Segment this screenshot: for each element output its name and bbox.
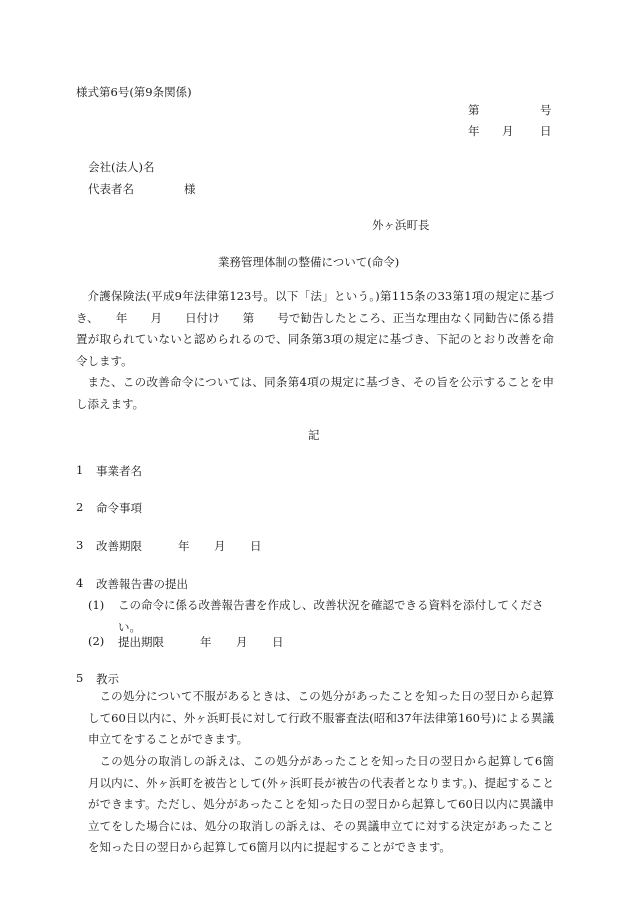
item-5-num: 5 [76,671,84,685]
ki-label: 記 [308,428,320,442]
date-day: 日 [540,124,552,138]
page-title: 業務管理体制の整備について(命令) [218,255,400,269]
item-4-sub-1-text: この命令に係る改善報告書を作成し、改善状況を確認できる資料を添付してください。 [118,598,544,634]
item-4-sub-2-num: (2) [88,634,105,648]
item-5-paragraph-2: この処分の取消しの訴えは、この処分があったことを知った日の翌日から起算して6箇月以内に、外ヶ浜町を被告として(外ヶ浜町長が被告の代表者となります。)、提起することができます。ただし、処分があったことを知った日の翌日から起算して60日以内に異議申立てをした場合には、処分の取消しの訴えは、その異議申立てに対する決定があったことを知った日の翌日から起算して6箇月以内に提起することができます。 [88,754,554,854]
item-3-label: 改善期限 [96,539,142,553]
recipient-company: 会社(法人)名 [88,160,155,174]
item-4-num: 4 [76,576,84,590]
item-4-sub-1-num: (1) [88,598,105,612]
doc-number-go: 号 [540,103,552,117]
item-2-num: 2 [76,500,84,514]
item-1-label: 事業者名 [96,464,142,478]
date-month: 月 [502,124,514,138]
item-4-sub-2-label: 提出期限 [118,635,164,649]
doc-number-dai: 第 [468,103,480,117]
item-3-num: 3 [76,538,84,552]
item-4-label: 改善報告書の提出 [96,577,188,591]
item-3-month: 月 [214,539,226,553]
item-4-sub-2-day: 日 [272,635,284,649]
date-year: 年 [468,124,480,138]
item-2-label: 命令事項 [96,501,142,515]
item-1-num: 1 [76,463,84,477]
item-4-sub-2-month: 月 [236,635,248,649]
item-5-paragraph-1: この処分について不服があるときは、この処分があったことを知った日の翌日から起算して60日以内に、外ヶ浜町長に対して行政不服審査法(昭和37年法律第160号)による異議申立てをすることができます。 [88,689,554,746]
issuer: 外ヶ浜町長 [372,218,430,232]
item-4-sub-2-year: 年 [200,635,212,649]
intro-paragraph-2: また、この改善命令については、同条第4項の規定に基づき、その旨を公示することを申し添えます。 [76,375,554,411]
item-3-day: 日 [250,539,262,553]
recipient-rep: 代表者名 [88,182,134,196]
intro-paragraph-1: 介護保険法(平成9年法律第123号。以下「法」という。)第115条の33第1項の規定に基づき、 年 月 日付け 第 号で勧告したところ、正当な理由なく同勧告に係る措置が取られていないと認められるので、同条第3項の規定に基づき、下記のとおり改善を命令します。 [76,289,554,368]
item-3-year: 年 [178,539,190,553]
form-label: 様式第6号(第9条関係) [76,85,192,99]
recipient-sama: 様 [184,182,196,196]
item-5-label: 教示 [96,672,119,686]
